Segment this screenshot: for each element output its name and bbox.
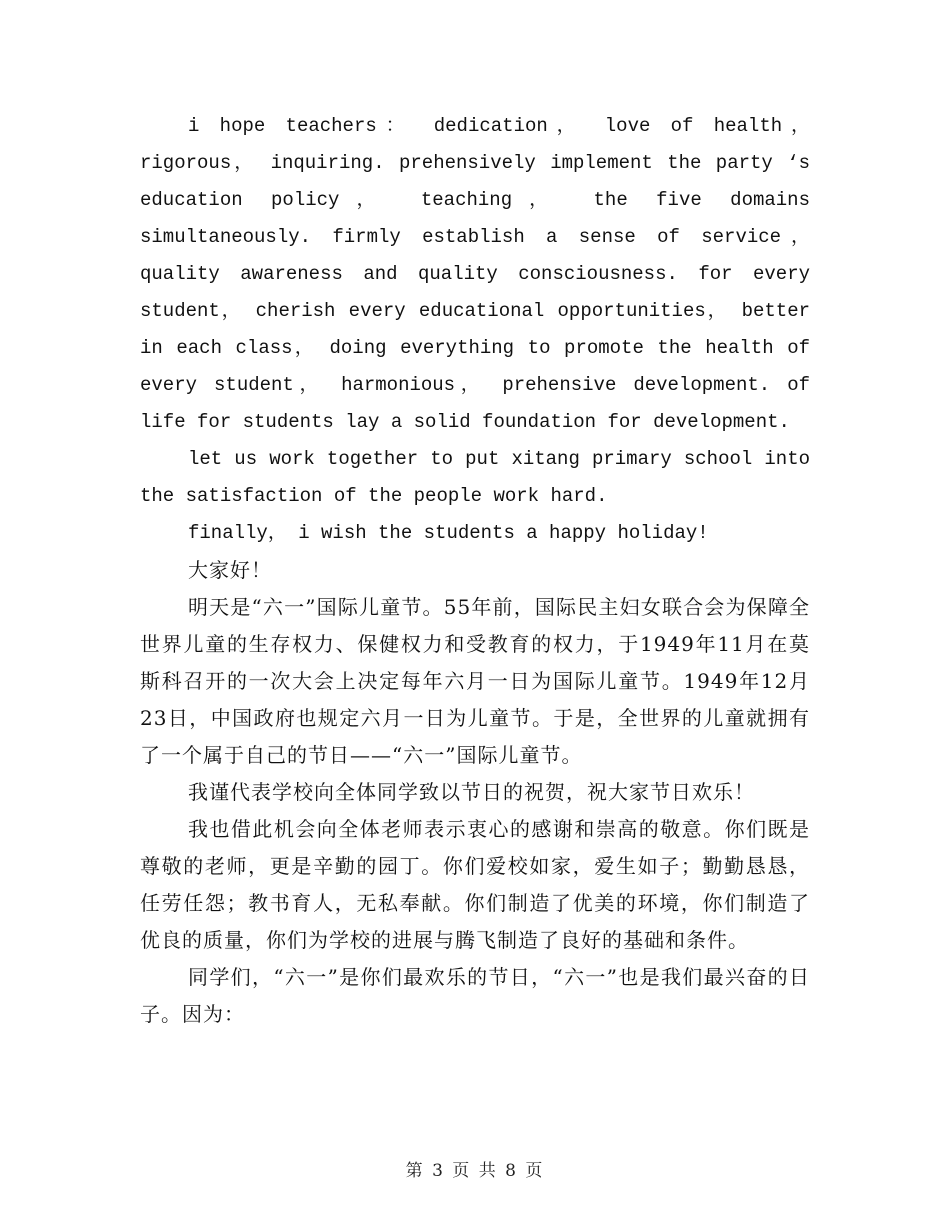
page-number-footer: 第 3 页 共 8 页 xyxy=(405,1161,545,1181)
paragraph-thanks-teachers: 我也借此机会向全体老师表示衷心的感谢和崇高的敬意。你们既是尊敬的老师，更是辛勤的园丁。你们爱校如家，爱生如子；勤勤恳恳，任劳任怨；教书育人，无私奉献。你们制造了优美的环境，你们制造了优良的质量，你们为学校的进展与腾飞制造了良好的基础和条件。 xyxy=(140,817,810,952)
paragraph-teachers-hope: i hope teachers： dedication， love of health， rigorous， inquiring. prehensively implement the party ‘s education policy， teaching， the five domains simultaneously. firmly establish a sense of service， quality awareness and quality consciousness. for every student， cherish every educational opportunities， better in each class， doing everything to promote the health of every student， harmonious， prehensive development. of life for students lay a solid foundation for development. xyxy=(140,115,810,433)
paragraph-greeting: 大家好！ xyxy=(188,558,272,582)
paragraph-childrens-day-history: 明天是“六一”国际儿童节。55年前，国际民主妇女联合会为保障全世界儿童的生存权力、保健权力和受教育的权力，于1949年11月在莫斯科召开的一次大会上决定每年六月一日为国际儿童节。1949年12月23日，中国政府也规定六月一日为儿童节。于是，全世界的儿童就拥有了一个属于自己的节日——“六一”国际儿童节。 xyxy=(140,595,810,767)
paragraph-happy-holiday: finally， i wish the students a happy holiday! xyxy=(188,522,709,544)
paragraph-students: 同学们，“六一”是你们最欢乐的节日，“六一”也是我们最兴奋的日子。因为： xyxy=(140,965,810,1026)
paragraph-work-together: let us work together to put xitang primary school into the satisfaction of the people work hard. xyxy=(140,448,810,507)
paragraph-congratulations: 我谨代表学校向全体同学致以节日的祝贺，祝大家节日欢乐！ xyxy=(188,780,755,804)
document-body xyxy=(140,108,810,1033)
